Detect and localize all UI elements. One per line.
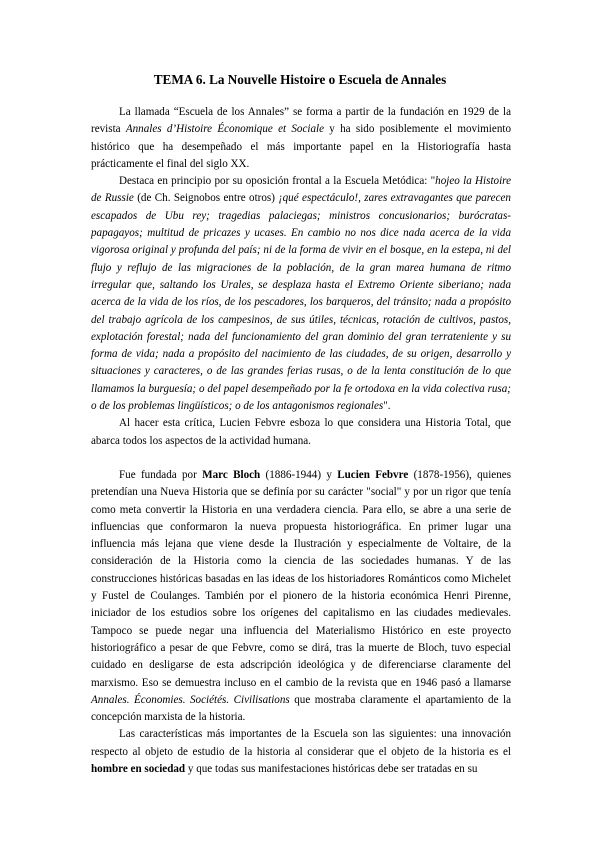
- paragraph-founders-text-c: (1878-1956), quienes pretendían una Nueva Historia que se definía por su carácter "social" y por un rigor que tenía como meta convertir la Historia en una verdadera ciencia. Para ello, se abre a una serie de influencias que conformaron la nueva propuesta historiográfica. En primer lugar una influencia más lejana que viene desde la Ilustración y especialmente de Voltaire, de la consideración de la Historia como la ciencia de las sociedades humanas. Y de las construcciones históricas basadas en las ideas de los historiadores Románticos como Michelet y Fustel de Coulanges. También por el pionero de la historia económica Henri Pirenne, iniciador de los estudios sobre los orígenes del capitalismo en las ciudades medievales. Tampoco se puede negar una influencia del Materialismo Histórico en este proyecto historiográfico a pesar de que Febvre, como se dirá, tras la muerte de Bloch, tuvo especial cuidado en desligarse de esta adscripción ideológica y de diferenciarse claramente del marxismo. Eso se demuestra incluso en el cambio de la revista que en 1946 pasó a llamarse: [91, 468, 512, 689]
- paragraph-critique-text-c: ".: [383, 400, 391, 413]
- founder-lucien-febvre: Lucien Febvre: [337, 468, 409, 481]
- journal-title-annales: Annales d’Histoire Économique et Sociale: [125, 123, 325, 136]
- paragraph-founders: [91, 467, 511, 726]
- journal-title-annales-esc: Annales. Économies. Sociétés. Civilisations: [91, 693, 290, 706]
- emphasis-hombre-en-sociedad: hombre en sociedad: [91, 762, 186, 775]
- founder-marc-bloch: Marc Bloch: [202, 468, 261, 481]
- paragraph-characteristics: [91, 726, 511, 778]
- paragraph-critique-text-a: Destaca en principio por su oposición frontal a la Escuela Metódica: ": [119, 175, 436, 188]
- paragraph-founders-text-b: (1886-1944) y: [260, 468, 338, 481]
- quote-part-2: ¡qué espectáculo!, zares extravagantes que parecen escapados de Ubu rey; tragedias palaciegas; ministros concusionarios; burócratas-papagayos; multitud de pricazes y ucases. En cambio no nos dice nada acerca de la vida vigorosa original y profunda del país; ni de la forma de vivir en el bosque, en la estepa, ni del flujo y reflujo de las migraciones de la población, de la gran marea humana de ritmo irregular que, saltando los Urales, se desplaza hasta el Extremo Oriente siberiano; nada acerca de la vida de los ríos, de los pescadores, los barqueros, del tránsito; nada a propósito del trabajo agrícola de los campesinos, de sus útiles, técnicas, rotación de cultivos, pastos, explotación forestal; nada del funcionamiento del gran dominio del gran terrateniente y su forma de vida; nada a propósito del nacimiento de las ciudades, de su origen, desarrollo y situaciones y caracteres, o de las grandes ferias rusas, o de la lenta constitución de lo que llamamos la burguesía; o del papel desempeñado por la fe ortodoxa en la vida colectiva rusa; o de los problemas lingüísticos; o de los antagonismos regionales: [91, 192, 511, 413]
- paragraph-intro-text-b: y ha sido posiblemente el movimiento histórico que ha desempeñado el más importante papel en la Historiografía hasta prácticamente el final del siglo XX.: [91, 123, 511, 170]
- paragraph-characteristics-text-a: Las características más importantes de la Escuela son las siguientes: una innovación respecto al objeto de estudio de la historia al considerar que el objeto de la historia es el: [91, 728, 511, 758]
- paragraph-characteristics-text-b: y que todas sus manifestaciones históricas debe ser tratadas en su: [185, 762, 478, 775]
- page-title: TEMA 6. La Nouvelle Histoire o Escuela de Annales: [153, 72, 447, 87]
- document-body: [91, 104, 511, 778]
- paragraph-intro: [91, 104, 511, 173]
- quote-part-1: hojeo la Histoire de Russie: [91, 175, 511, 205]
- paragraph-critique-text-b: (de Ch. Seignobos entre otros): [133, 192, 279, 205]
- paragraph-total-history: Al hacer esta crítica, Lucien Febvre esboza lo que considera una Historia Total, que abarca todos los aspectos de la actividad humana.: [91, 417, 511, 447]
- paragraph-founders-text-a: Fue fundada por: [119, 468, 203, 481]
- paragraph-founders-text-d: que mostraba claramente el apartamiento de la concepción marxista de la historia.: [91, 693, 512, 724]
- paragraph-intro-text-a: La llamada “Escuela de los Annales” se forma a partir de la fundación en 1929 de la revista: [91, 106, 511, 136]
- paragraph-critique: [91, 173, 511, 415]
